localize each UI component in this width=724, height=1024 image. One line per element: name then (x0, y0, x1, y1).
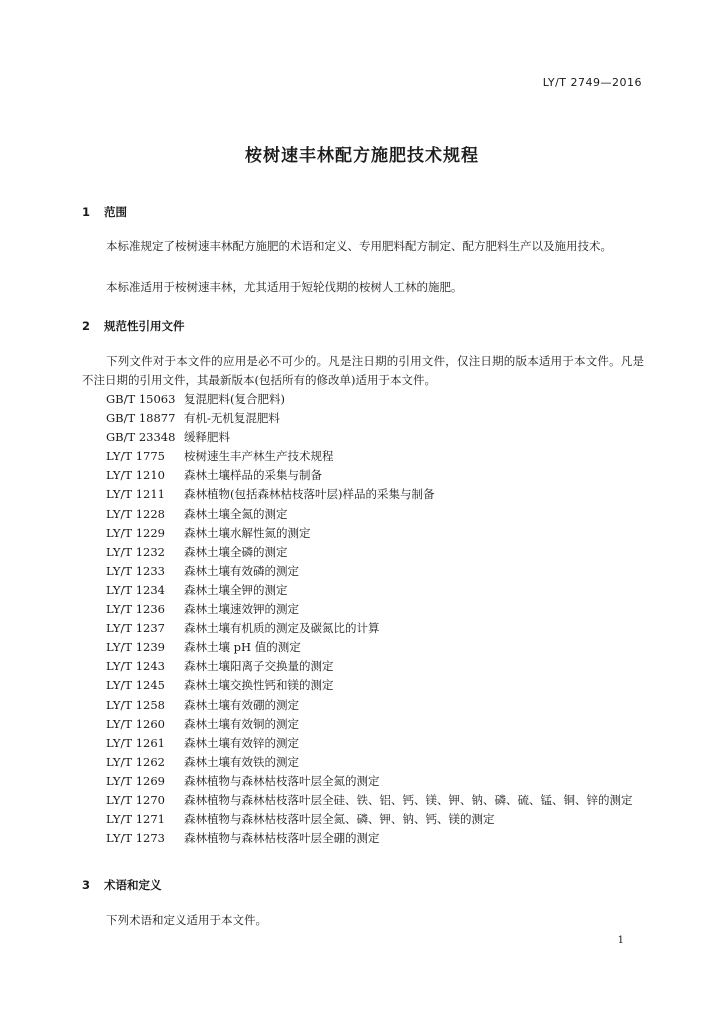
reference-code: GB/T 23348 (106, 430, 176, 445)
reference-item (106, 543, 633, 562)
reference-title: 桉树速生丰产林生产技术规程 (184, 449, 334, 464)
reference-title: 缓释肥料 (184, 430, 230, 445)
reference-title: 森林植物与森林枯枝落叶层全硼的测定 (184, 831, 380, 846)
reference-title: 森林土壤全钾的测定 (184, 582, 288, 597)
reference-code: LY/T 1239 (106, 640, 165, 655)
section-title: 范围 (104, 205, 127, 219)
section-1-heading (82, 204, 127, 220)
reference-item (106, 447, 633, 466)
reference-title: 森林植物与森林枯枝落叶层全氮、磷、钾、钠、钙、镁的测定 (184, 812, 495, 827)
reference-code: GB/T 15063 (106, 392, 176, 406)
reference-code: LY/T 1229 (106, 525, 165, 540)
reference-item (106, 600, 633, 619)
reference-item (106, 581, 633, 600)
section-2-heading (82, 318, 185, 334)
section-1-paragraph-1: 本标准规定了桉树速丰林配方施肥的术语和定义、专用肥料配方制定、配方肥料生产以及施用技术。 (106, 239, 612, 253)
section-title: 规范性引用文件 (104, 319, 185, 333)
reference-item (106, 428, 633, 447)
reference-item (106, 485, 633, 504)
reference-code: LY/T 1211 (106, 487, 165, 502)
reference-code: GB/T 18877 (106, 411, 176, 426)
reference-item (106, 715, 633, 734)
section-title: 术语和定义 (104, 878, 162, 892)
section-1-paragraph-2: 本标准适用于桉树速丰林，尤其适用于短轮伐期的桉树人工林的施肥。 (106, 280, 463, 294)
reference-title: 森林土壤速效钾的测定 (184, 602, 299, 617)
reference-title: 复混肥料(复合肥料) (184, 392, 285, 406)
section-number: 3 (82, 878, 91, 892)
reference-title: 森林土壤有机质的测定及碳氮比的计算 (184, 621, 380, 636)
reference-code: LY/T 1270 (106, 792, 165, 807)
reference-code: LY/T 1228 (106, 506, 165, 521)
reference-item (106, 390, 633, 409)
reference-code: LY/T 1775 (106, 449, 165, 464)
section-number: 2 (82, 319, 91, 333)
normative-references-list (106, 390, 633, 848)
reference-title: 森林土壤交换性钙和镁的测定 (184, 678, 334, 693)
reference-code: LY/T 1243 (106, 659, 165, 674)
section-3-heading (82, 877, 162, 893)
reference-code: LY/T 1260 (106, 716, 165, 731)
reference-item (106, 810, 633, 829)
reference-item (106, 753, 633, 772)
reference-code: LY/T 1233 (106, 563, 165, 578)
reference-title: 森林土壤有效硼的测定 (184, 697, 299, 712)
reference-item (106, 638, 633, 657)
reference-item (106, 505, 633, 524)
reference-code: LY/T 1261 (106, 735, 165, 750)
reference-item (106, 657, 633, 676)
reference-item (106, 791, 633, 810)
reference-code: LY/T 1237 (106, 621, 165, 636)
reference-item (106, 409, 633, 428)
reference-title: 森林植物与森林枯枝落叶层全氮的测定 (184, 773, 380, 788)
reference-item (106, 562, 633, 581)
reference-title: 森林土壤全磷的测定 (184, 544, 288, 559)
reference-title: 森林土壤有效铜的测定 (184, 716, 299, 731)
reference-code: LY/T 1232 (106, 544, 165, 559)
page-number: 1 (617, 935, 624, 946)
reference-title: 森林土壤样品的采集与制备 (184, 468, 322, 483)
reference-code: LY/T 1210 (106, 468, 165, 483)
reference-item (106, 466, 633, 485)
reference-title: 森林土壤全氮的测定 (184, 506, 288, 521)
section-2-paragraph-1: 下列文件对于本文件的应用是必不可少的。凡是注日期的引用文件，仅注日期的版本适用于本文件。凡是不注日期的引用文件，其最新版本(包括所有的修改单)适用于本文件。 (82, 354, 644, 387)
reference-title: 森林植物与森林枯枝落叶层全硅、铁、铝、钙、镁、钾、钠、磷、硫、锰、铜、锌的测定 (184, 792, 633, 807)
reference-title: 森林土壤有效铁的测定 (184, 754, 299, 769)
reference-title: 森林土壤阳离子交换量的测定 (184, 659, 334, 674)
reference-code: LY/T 1236 (106, 602, 165, 617)
reference-title: 森林植物(包括森林枯枝落叶层)样品的采集与制备 (184, 487, 435, 502)
section-3-paragraph-1: 下列术语和定义适用于本文件。 (106, 913, 267, 927)
reference-item (106, 734, 633, 753)
reference-title: 森林土壤有效磷的测定 (184, 563, 299, 578)
standard-code: LY/T 2749—2016 (542, 76, 642, 89)
reference-code: LY/T 1234 (106, 582, 165, 597)
reference-item (106, 696, 633, 715)
reference-code: LY/T 1245 (106, 678, 165, 693)
reference-title: 森林土壤 pH 值的测定 (184, 640, 301, 655)
reference-item (106, 772, 633, 791)
reference-item (106, 619, 633, 638)
reference-title: 森林土壤水解性氮的测定 (184, 525, 311, 540)
reference-code: LY/T 1269 (106, 773, 165, 788)
section-number: 1 (82, 205, 91, 219)
reference-item (106, 829, 633, 848)
document-title: 桉树速丰林配方施肥技术规程 (245, 146, 479, 166)
reference-code: LY/T 1273 (106, 831, 165, 846)
reference-item (106, 524, 633, 543)
reference-code: LY/T 1271 (106, 812, 165, 827)
reference-code: LY/T 1262 (106, 754, 165, 769)
reference-title: 有机-无机复混肥料 (184, 411, 280, 426)
reference-title: 森林土壤有效锌的测定 (184, 735, 299, 750)
reference-item (106, 676, 633, 695)
reference-code: LY/T 1258 (106, 697, 165, 712)
